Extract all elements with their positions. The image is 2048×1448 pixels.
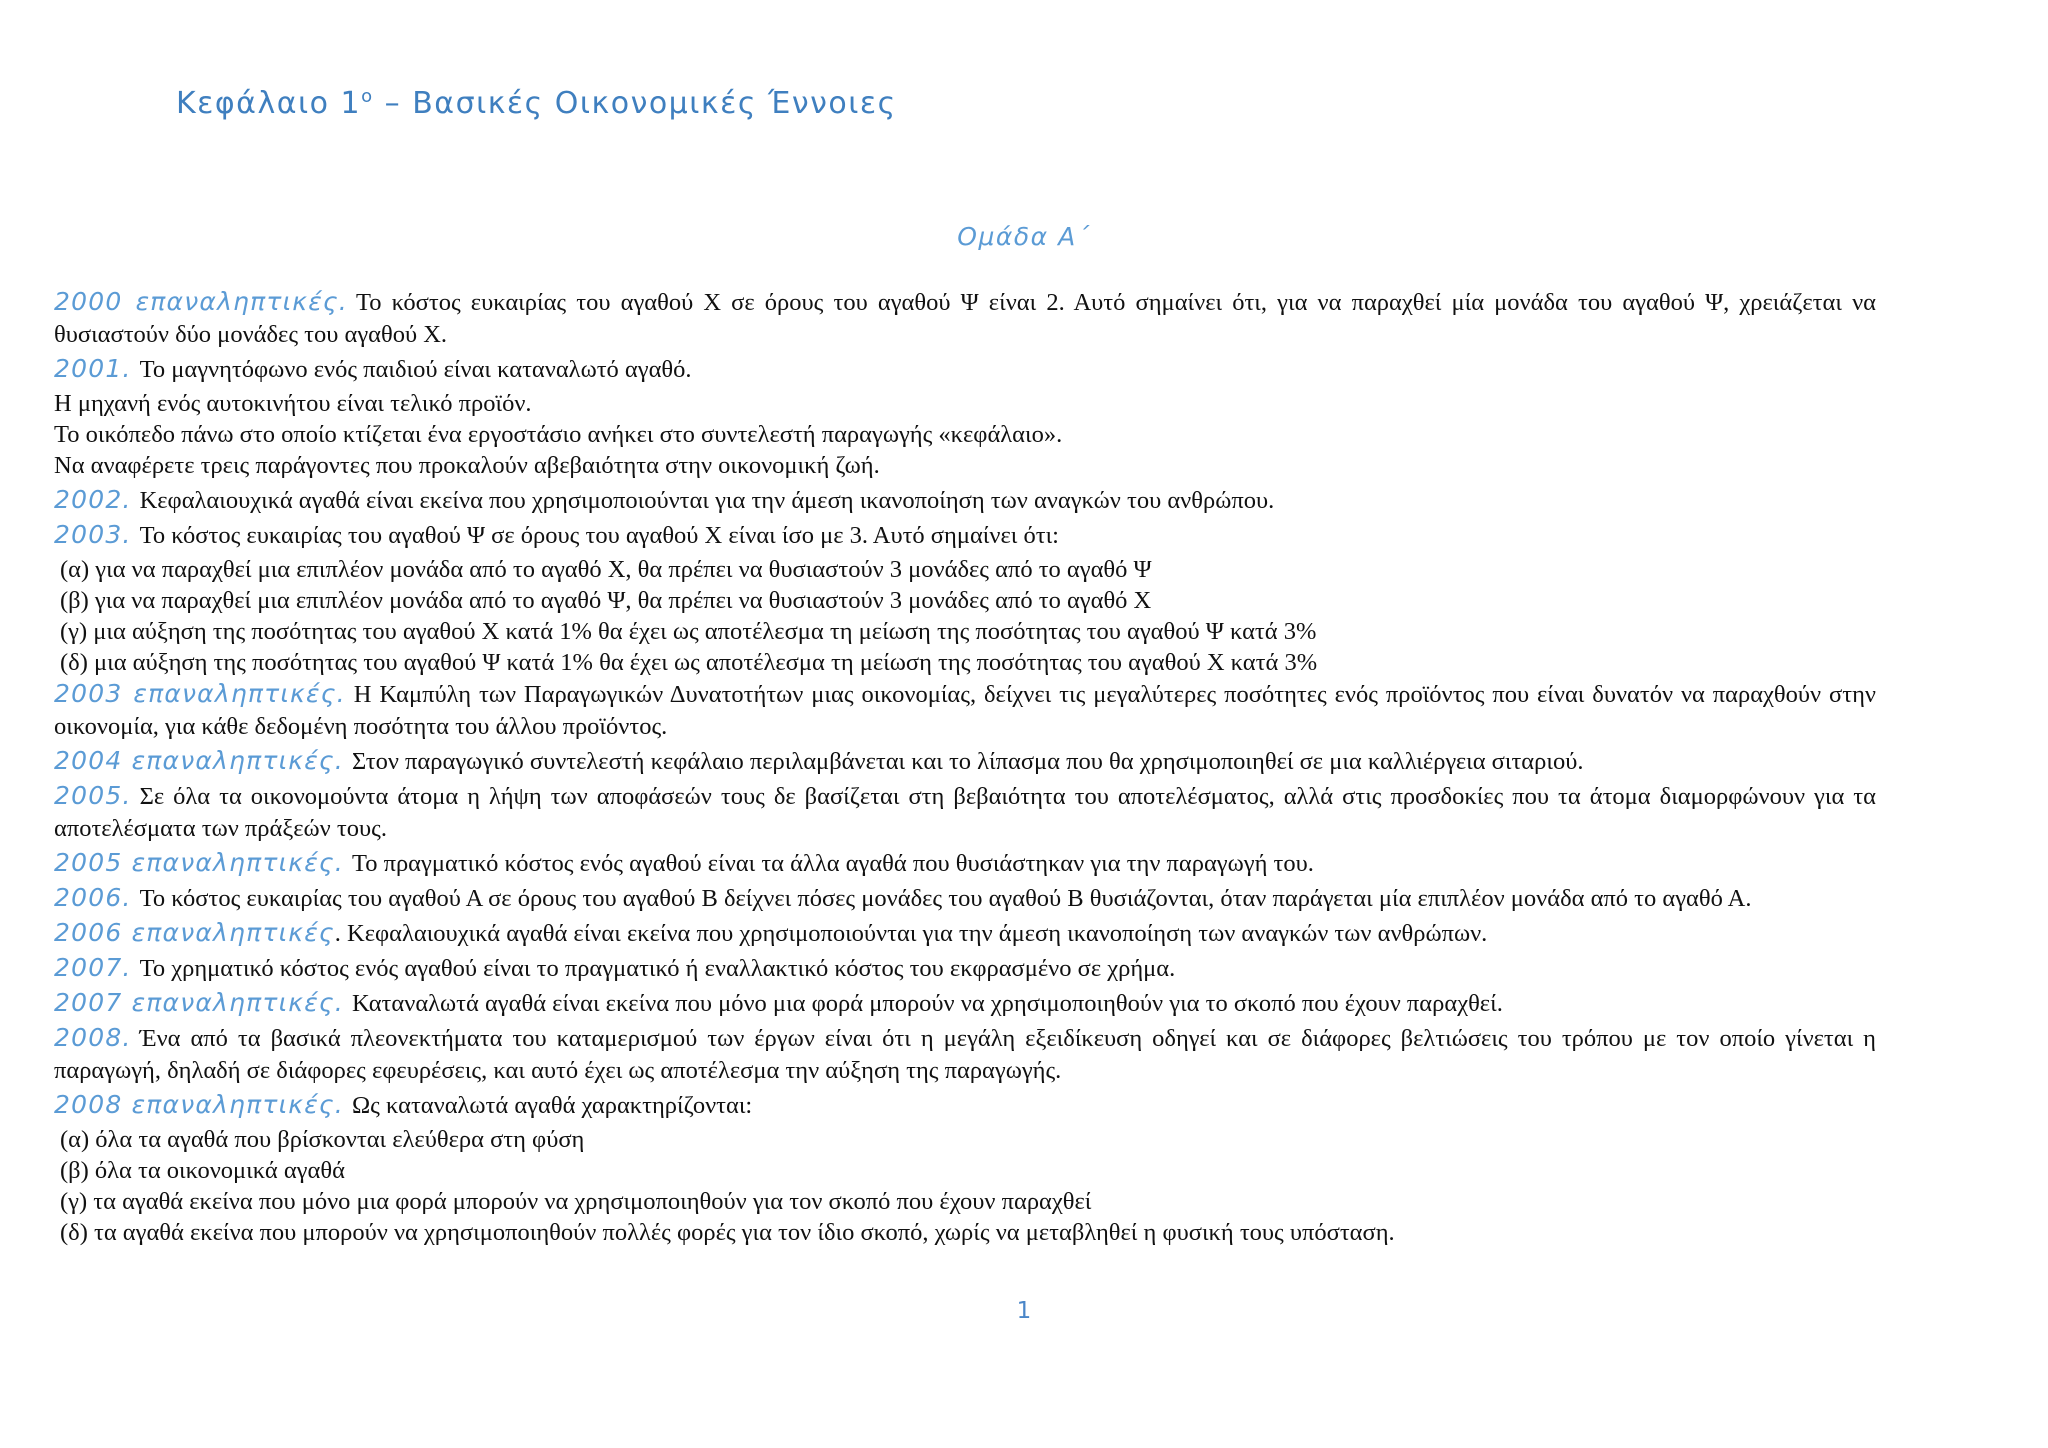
exam-item-text: . Κεφαλαιουχικά αγαθά είναι εκείνα που χρησιμοποιούνται για την άμεση ικανοποίηση των αναγκών των ανθρώπων. xyxy=(334,920,1488,947)
exam-item-line: Η μηχανή ενός αυτοκινήτου είναι τελικό προϊόν. xyxy=(54,390,532,417)
exam-item-text: Ως καταναλωτά αγαθά χαρακτηρίζονται: xyxy=(351,1092,753,1119)
exam-item-2000-repeat xyxy=(54,286,1876,351)
exam-item-2002 xyxy=(54,484,1876,517)
exam-year-label: 2003. xyxy=(54,520,132,549)
exam-item-2004-repeat xyxy=(54,745,1876,778)
answer-option: (δ) τα αγαθά εκείνα που μπορούν να χρησιμοποιηθούν πολλές φορές για τον ίδιο σκοπό, χωρίς να μεταβληθεί η φυσική τους υπόσταση. xyxy=(60,1219,1395,1246)
exam-year-label: 2002. xyxy=(54,485,132,514)
exam-item-text: Καταναλωτά αγαθά είναι εκείνα που μόνο μια φορά μπορούν να χρησιμοποιηθούν για το σκοπό που έχουν παραχθεί. xyxy=(351,990,1503,1017)
exam-item-text: Το κόστος ευκαιρίας του αγαθού Ψ σε όρους του αγαθού Χ είναι ίσο με 3. Αυτό σημαίνει ότι: xyxy=(139,522,1059,549)
answer-option: (α) όλα τα αγαθά που βρίσκονται ελεύθερα στη φύση xyxy=(60,1126,585,1153)
exam-year-label: 2003 επαναληπτικές. xyxy=(54,679,346,708)
exam-item-text: Σε όλα τα οικονομούντα άτομα η λήψη των αποφάσεών τους δε βασίζεται στη βεβαιότητα του αποτελέσματος, αλλά στις προσδοκίες που τα άτομα διαμορφώνουν για τα αποτελέσματα των πράξεών τους. xyxy=(54,783,1876,842)
exam-item-line: Να αναφέρετε τρεις παράγοντες που προκαλούν αβεβαιότητα στην οικονομική ζωή. xyxy=(54,452,880,479)
chapter-title xyxy=(176,86,897,121)
answer-option: (γ) τα αγαθά εκείνα που μόνο μια φορά μπορούν να χρησιμοποιηθούν για τον σκοπό που έχουν παραχθεί xyxy=(60,1188,1092,1215)
exam-item-2006-repeat xyxy=(54,917,1876,950)
answer-option: (γ) μια αύξηση της ποσότητας του αγαθού Χ κατά 1% θα έχει ως αποτέλεσμα τη μείωση της ποσότητας του αγαθού Ψ κατά 3% xyxy=(60,618,1317,645)
exam-item-text: Το κόστος ευκαιρίας του αγαθού Χ σε όρους του αγαθού Ψ είναι 2. Αυτό σημαίνει ότι, για να παραχθεί μία μονάδα του αγαθού Ψ, χρειάζεται να θυσιαστούν δύο μονάδες του αγαθού Χ. xyxy=(54,289,1876,348)
exam-item-2006 xyxy=(54,882,1876,915)
exam-item-2008-repeat xyxy=(54,1089,1876,1122)
answer-option: (β) όλα τα οικονομικά αγαθά xyxy=(60,1157,345,1184)
exam-item-line: Το οικόπεδο πάνω στο οποίο κτίζεται ένα εργοστάσιο ανήκει στο συντελεστή παραγωγής «κεφάλαιο». xyxy=(54,421,1063,448)
chapter-title-suffix: – Βασικές Οικονομικές Έννοιες xyxy=(373,86,897,121)
exam-item-2005-repeat xyxy=(54,847,1876,880)
exam-item-text: Κεφαλαιουχικά αγαθά είναι εκείνα που χρησιμοποιούνται για την άμεση ικανοποίηση των αναγκών του ανθρώπου. xyxy=(139,487,1275,514)
chapter-title-prefix: Κεφάλαιο 1 xyxy=(176,86,362,121)
answer-option: (δ) μια αύξηση της ποσότητας του αγαθού Ψ κατά 1% θα έχει ως αποτέλεσμα τη μείωση της ποσότητας του αγαθού Χ κατά 3% xyxy=(60,649,1318,676)
answer-option: (β) για να παραχθεί μια επιπλέον μονάδα από το αγαθό Ψ, θα πρέπει να θυσιαστούν 3 μονάδες από το αγαθό Χ xyxy=(60,587,1152,614)
exam-year-label: 2006 επαναληπτικές xyxy=(54,918,335,947)
page-number: 1 xyxy=(1016,1298,1032,1324)
exam-items xyxy=(54,286,1876,1248)
exam-item-2008 xyxy=(54,1022,1876,1087)
exam-year-label: 2007 επαναληπτικές. xyxy=(54,988,344,1017)
exam-item-text: Η Καμπύλη των Παραγωγικών Δυνατοτήτων μιας οικονομίας, δείχνει τις μεγαλύτερες ποσότητες ενός προϊόντος που είναι δυνατόν να παραχθούν στην οικονομία, για κάθε δεδομένη ποσότητα του άλλου προϊόντος. xyxy=(54,681,1876,740)
exam-item-2003 xyxy=(54,519,1876,552)
exam-item-2007-repeat xyxy=(54,987,1876,1020)
exam-year-label: 2008 επαναληπτικές. xyxy=(54,1090,344,1119)
exam-item-2005 xyxy=(54,780,1876,845)
exam-year-label: 2001. xyxy=(54,354,132,383)
exam-year-label: 2007. xyxy=(54,953,132,982)
group-title: Ομάδα Α΄ xyxy=(957,222,1091,251)
exam-item-text: Το χρηματικό κόστος ενός αγαθού είναι το πραγματικό ή εναλλακτικό κόστος του εκφρασμένο σε χρήμα. xyxy=(139,955,1176,982)
exam-item-2003-repeat xyxy=(54,678,1876,743)
exam-item-text: Το κόστος ευκαιρίας του αγαθού Α σε όρους του αγαθού Β δείχνει πόσες μονάδες του αγαθού Β θυσιάζονται, όταν παράγεται μία επιπλέον μονάδα από το αγαθό Α. xyxy=(139,885,1752,912)
answer-option: (α) για να παραχθεί μια επιπλέον μονάδα από το αγαθό Χ, θα πρέπει να θυσιαστούν 3 μονάδες από το αγαθό Ψ xyxy=(60,556,1152,583)
exam-year-label: 2005. xyxy=(54,781,132,810)
exam-year-label: 2005 επαναληπτικές. xyxy=(54,848,344,877)
exam-year-label: 2004 επαναληπτικές. xyxy=(54,746,344,775)
exam-item-text: Το πραγματικό κόστος ενός αγαθού είναι τα άλλα αγαθά που θυσιάστηκαν για την παραγωγή του. xyxy=(351,850,1314,877)
exam-item-2001 xyxy=(54,353,1876,386)
exam-item-text: Ένα από τα βασικά πλεονεκτήματα του καταμερισμού των έργων είναι ότι η μεγάλη εξειδίκευση οδηγεί και σε διάφορες βελτιώσεις του τρόπου με τον οποίο γίνεται η παραγωγή, δηλαδή σε διάφορες εφευρέσεις, και αυτό έχει ως αποτέλεσμα την αύξηση της παραγωγής. xyxy=(54,1025,1876,1084)
exam-year-label: 2008. xyxy=(54,1023,132,1052)
chapter-title-superscript: ο xyxy=(361,86,374,107)
exam-item-text: Το μαγνητόφωνο ενός παιδιού είναι καταναλωτό αγαθό. xyxy=(139,356,692,383)
exam-item-text: Στον παραγωγικό συντελεστή κεφάλαιο περιλαμβάνεται και το λίπασμα που θα χρησιμοποιηθεί σε μια καλλιέργεια σιταριού. xyxy=(351,748,1584,775)
exam-year-label: 2000 επαναληπτικές. xyxy=(54,287,348,316)
exam-year-label: 2006. xyxy=(54,883,132,912)
exam-item-2007 xyxy=(54,952,1876,985)
